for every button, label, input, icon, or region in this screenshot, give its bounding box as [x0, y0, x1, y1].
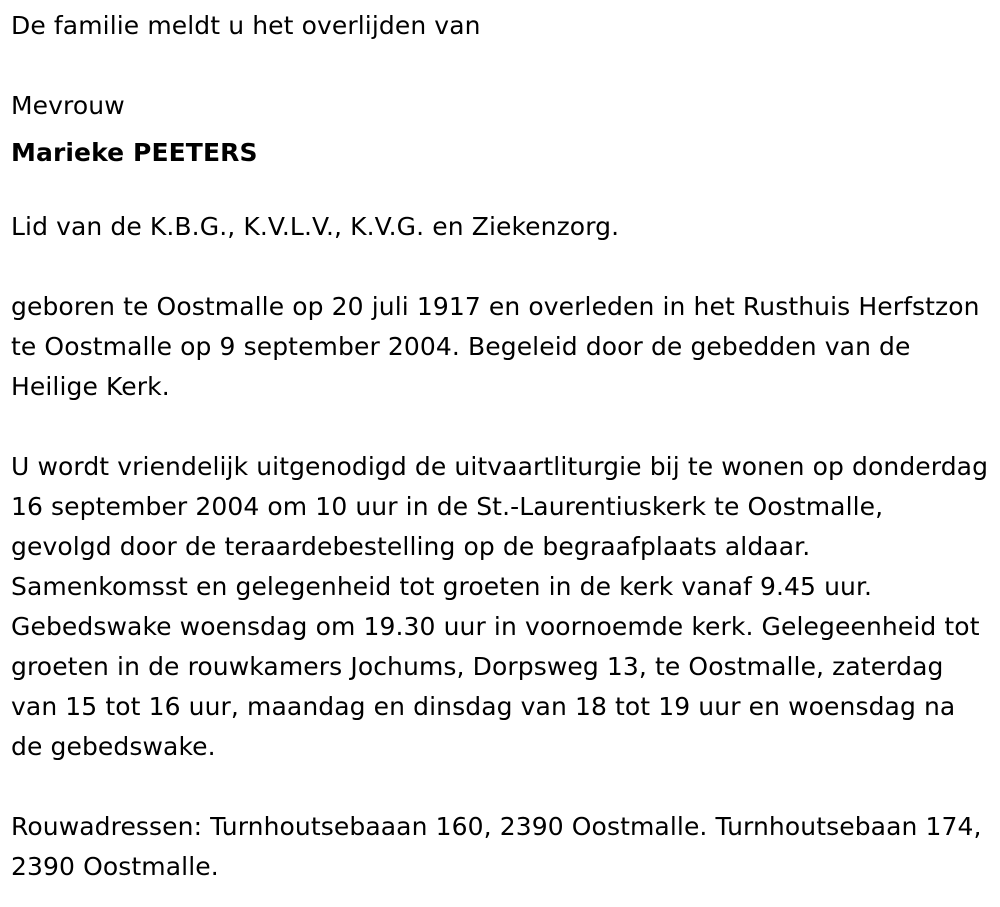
addresses-paragraph: Rouwadressen: Turnhoutsebaaan 160, 2390 Oostmalle. Turnhoutsebaan 174, 2390 Oostmalle. — [11, 812, 982, 881]
spacer — [11, 173, 990, 207]
spacer — [11, 247, 990, 287]
funeral-paragraph: U wordt vriendelijk uitgenodigd de uitvaartliturgie bij te wonen op donderdag 16 september 2004 om 10 uur in de St.-Laurentiuskerk te Oostmalle, gevolgd door de teraardebestelling op de begraafplaats aldaar. Samenkomsst en gelegenheid tot groeten in de kerk vanaf 9.45 uur. Gebedswake woensdag om 19.30 uur in voornoemde kerk. Gelegeenheid tot groeten in de rouwkamers Jochums, Dorpsweg 13, te Oostmalle, zaterdag van 15 tot 16 uur, maandag en dinsdag van 18 tot 19 uur en woensdag na de gebedswake. — [11, 452, 989, 761]
deceased-name: Marieke PEETERS — [11, 138, 258, 167]
spacer — [11, 767, 990, 807]
spacer — [11, 46, 990, 86]
membership-text: Lid van de K.B.G., K.V.L.V., K.V.G. en Ziekenzorg. — [11, 212, 620, 241]
birth-death-paragraph: geboren te Oostmalle op 20 juli 1917 en overleden in het Rusthuis Herfstzon te Oostmalle op 9 september 2004. Begeleid door de gebedden van de Heilige Kerk. — [11, 292, 980, 401]
intro-text: De familie meldt u het overlijden van — [11, 11, 481, 40]
spacer — [11, 407, 990, 447]
deceased-title: Mevrouw — [11, 91, 125, 120]
